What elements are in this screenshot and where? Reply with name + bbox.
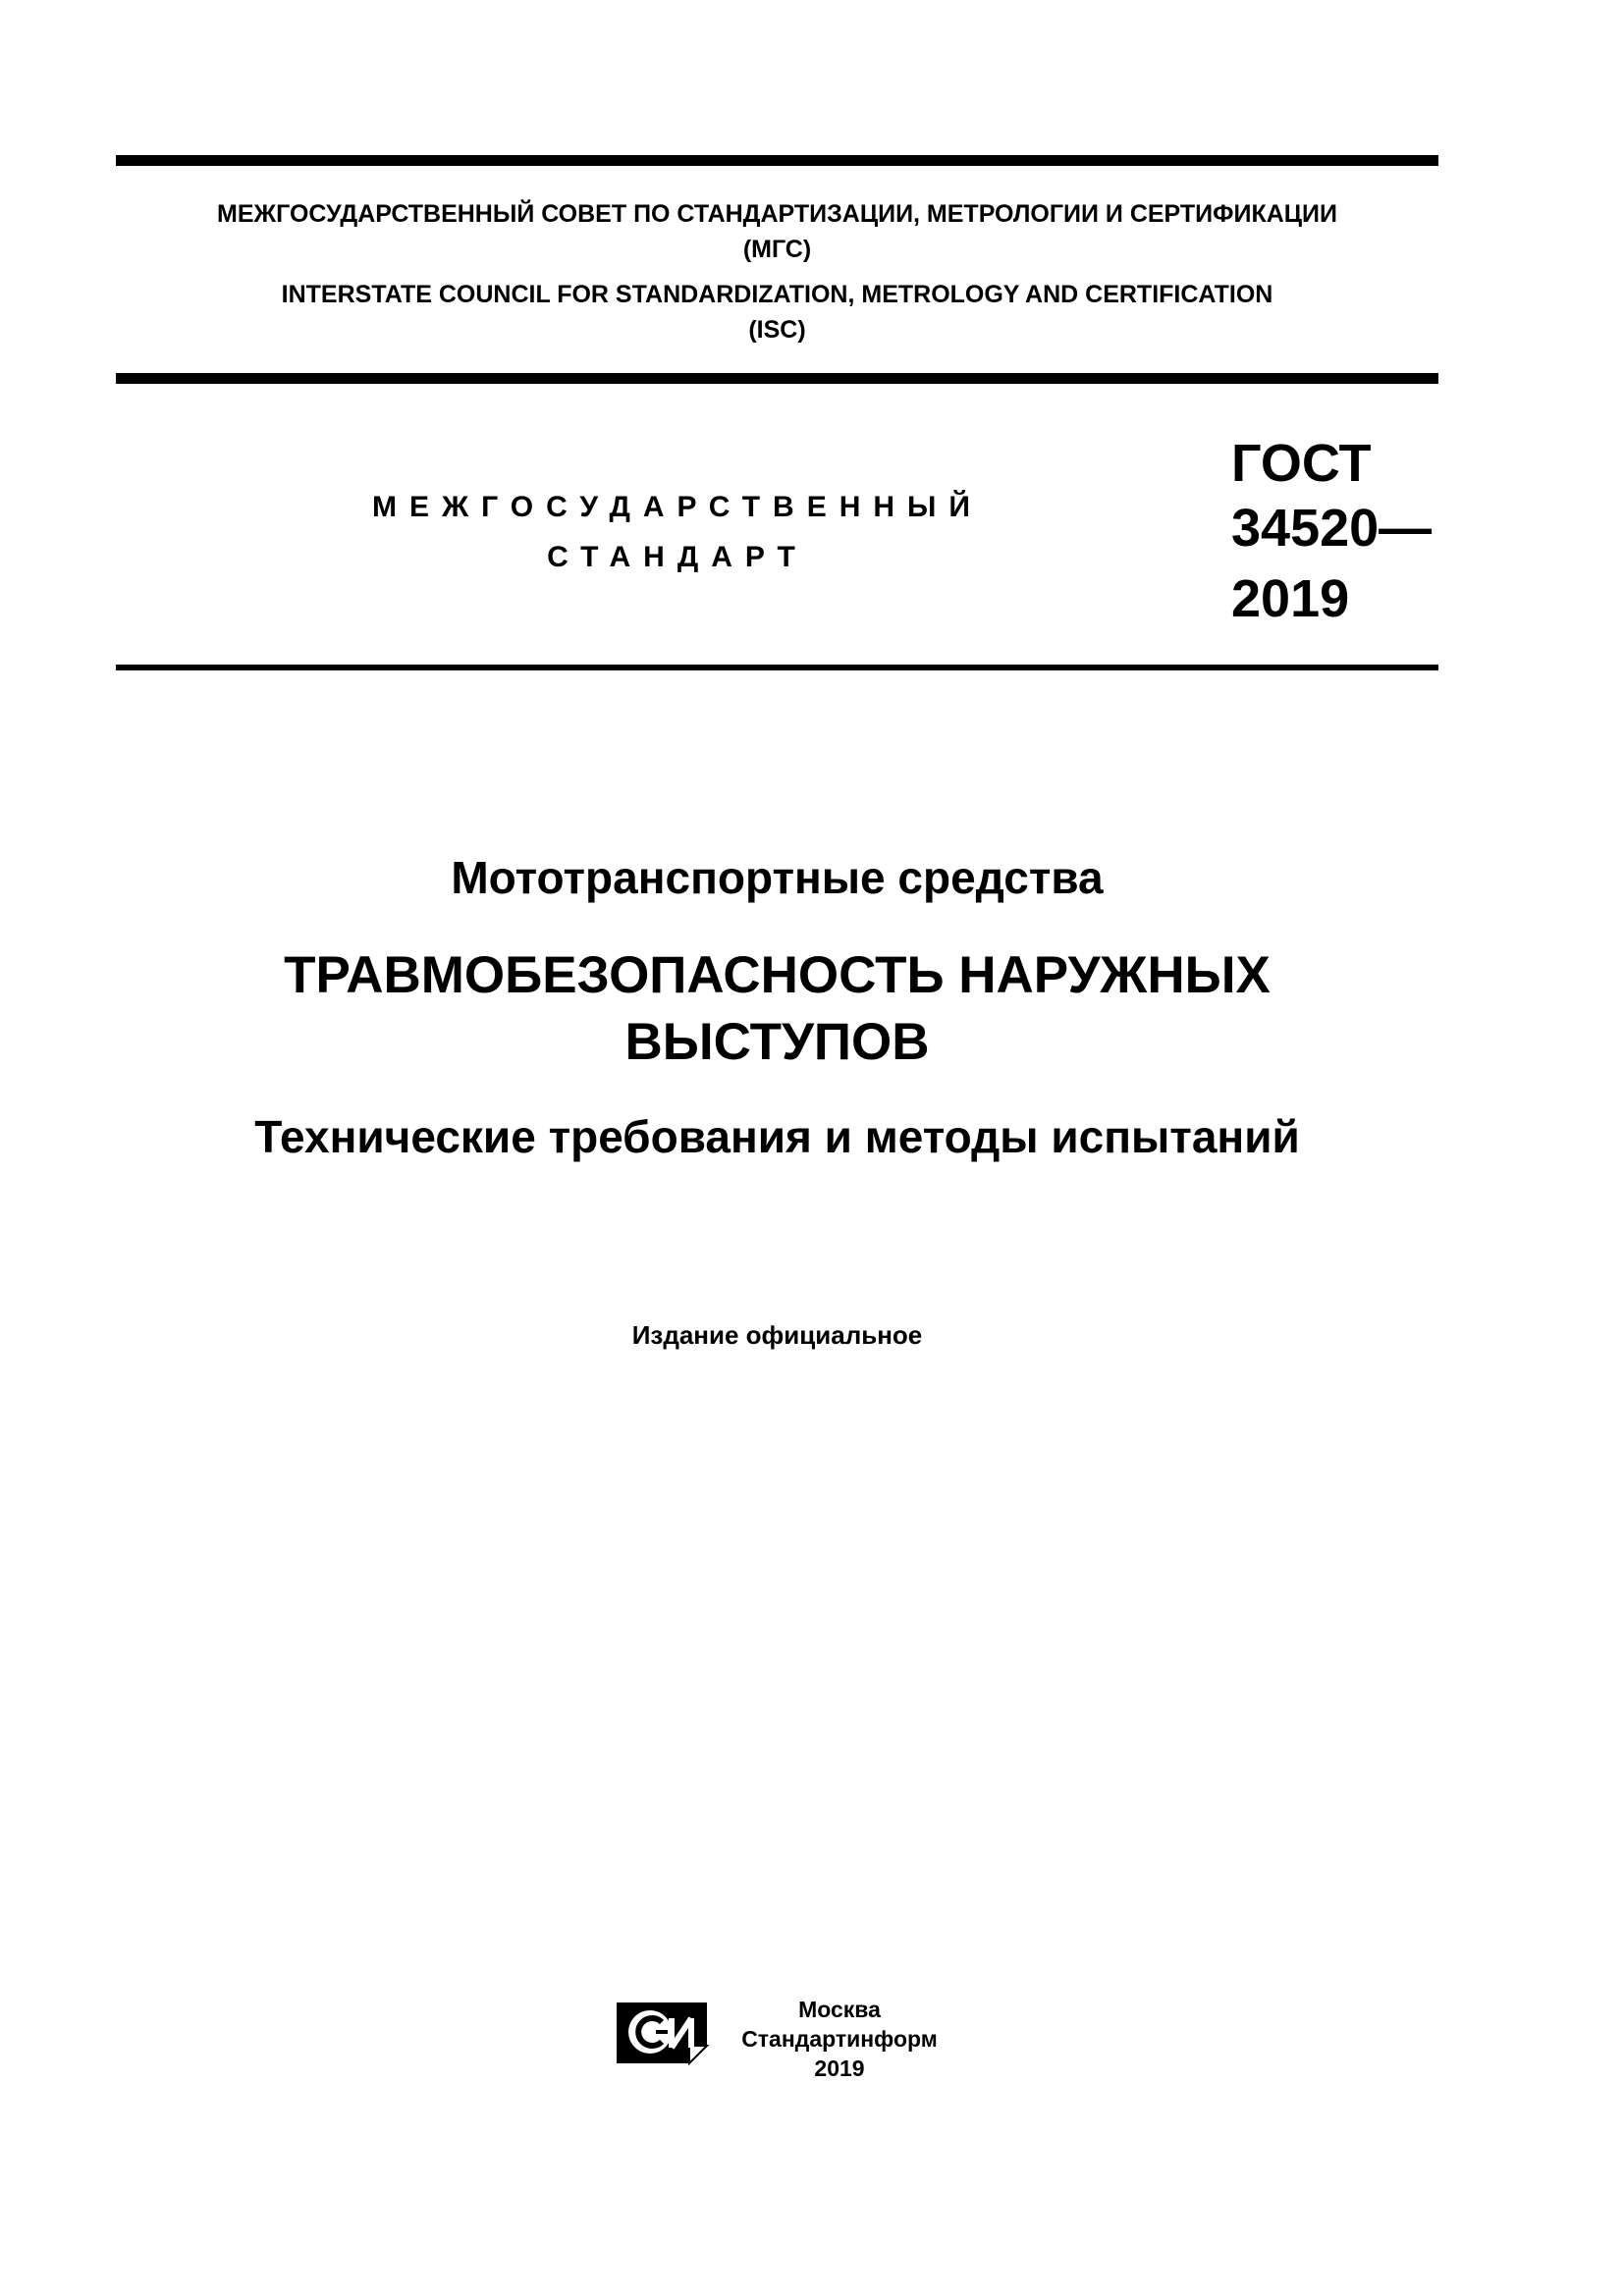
- council-name-ru-text: МЕЖГОСУДАРСТВЕННЫЙ СОВЕТ ПО СТАНДАРТИЗАЦИИ, МЕТРОЛОГИИ И СЕРТИФИКАЦИИ: [217, 200, 1337, 228]
- publisher-city: Москва: [798, 1997, 881, 2022]
- title-subtitle: Технические требования и методы испытаний: [254, 1111, 1300, 1162]
- gost-label: ГОСТ: [1231, 434, 1372, 493]
- gost-number: 34520—: [1231, 499, 1433, 558]
- standartinform-logo-icon: [613, 1997, 711, 2069]
- council-name-ru: [116, 196, 1438, 267]
- top-rule: [116, 155, 1438, 166]
- standard-type-line1: МЕЖГОСУДАРСТВЕННЫЙ: [372, 491, 983, 523]
- standard-type-line2: СТАНДАРТ: [547, 541, 808, 573]
- council-name-en-text: INTERSTATE COUNCIL FOR STANDARDIZATION, METROLOGY AND CERTIFICATION: [281, 281, 1273, 308]
- title-category: Мототранспортные средства: [451, 852, 1104, 903]
- gost-year: 2019: [1231, 569, 1350, 628]
- council-abbr-ru: (МГС): [742, 236, 812, 263]
- title-main-line1: ТРАВМОБЕЗОПАСНОСТЬ НАРУЖНЫХ: [284, 946, 1271, 1004]
- edition-label: Издание официальное: [631, 1320, 923, 1350]
- middle-rule: [116, 373, 1438, 384]
- title-main-line2: ВЫСТУПОВ: [624, 1013, 930, 1071]
- bottom-rule: [116, 665, 1438, 670]
- council-name-en: [116, 277, 1438, 347]
- publisher-name: Стандартинформ: [741, 2026, 938, 2052]
- publisher-year: 2019: [814, 2056, 865, 2081]
- council-abbr-en: (ISC): [748, 316, 806, 344]
